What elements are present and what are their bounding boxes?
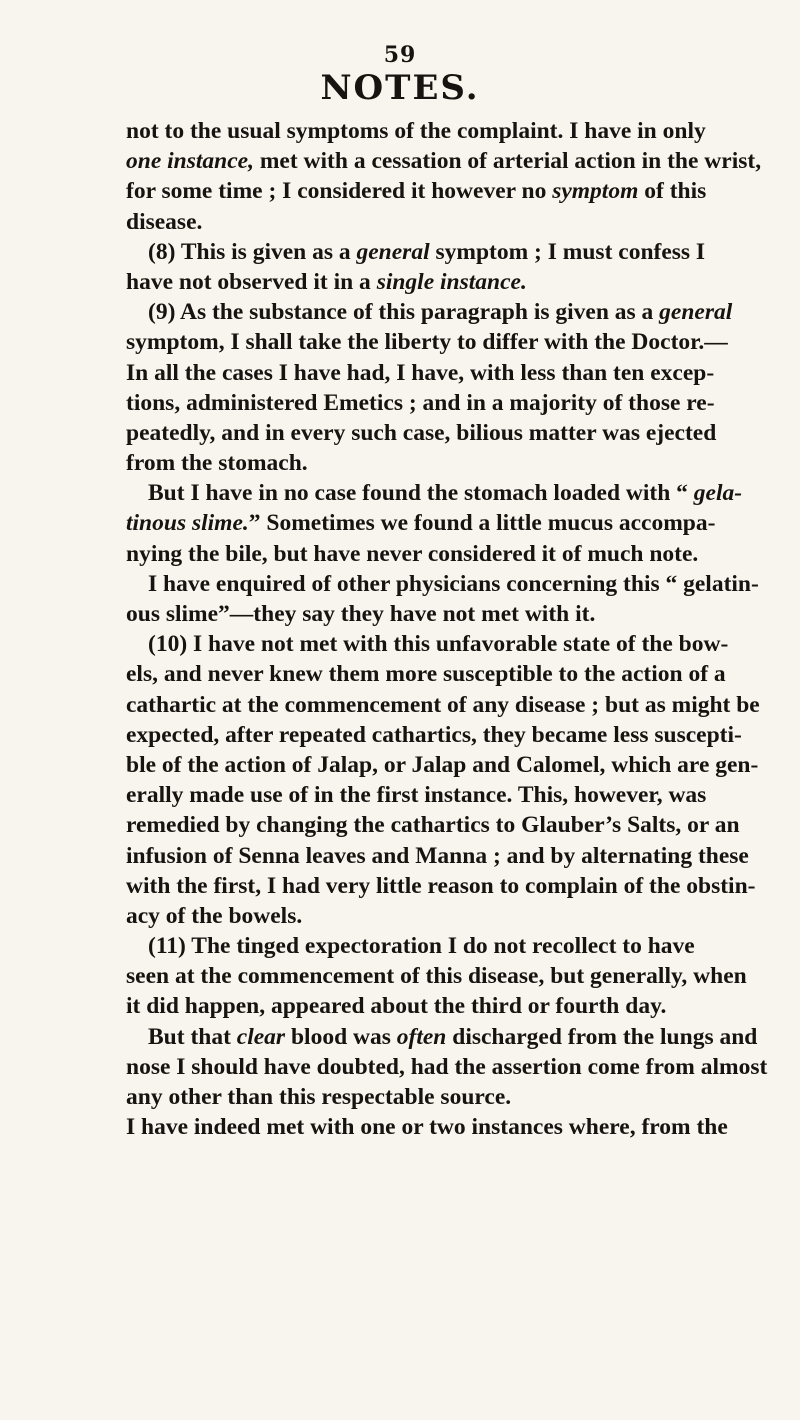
note-9-line: (9) As the substance of this paragraph is given as a general [148,299,733,326]
text-line: cathartic at the commencement of any disease ; but as might be [126,691,760,718]
text-line: with the first, I had very little reason to complain of the obstin- [126,872,756,899]
text-line: remedied by changing the cathartics to Glauber’s Salts, or an [126,812,740,839]
text-line: disease. [126,208,203,235]
text-line: I have enquired of other physicians concerning this “ gelatin- [148,570,759,597]
text-line: expected, after repeated cathartics, they became less suscepti- [126,721,742,748]
text-line: ous slime”—they say they have not met with it. [126,601,596,627]
text-line: it did happen, appeared about the third or fourth day. [126,993,667,1020]
text-line: infusion of Senna leaves and Manna ; and by alternating these [126,842,749,869]
note-8-line: (8) This is given as a general symptom ; I must confess I [148,238,706,265]
text-line: ble of the action of Jalap, or Jalap and Calomel, which are gen- [126,751,759,778]
note-11-line: (11) The tinged expectoration I do not recollect to have [148,933,695,960]
text-line: peatedly, and in every such case, bilious matter was ejected [126,419,717,446]
note-10-line: (10) I have not met with this unfavorable state of the bow- [148,631,729,658]
text-line: tinous slime.” Sometimes we found a little mucus accompa- [126,510,716,537]
text-line: nying the bile, but have never considered it of much note. [126,540,699,567]
text-line: tions, administered Emetics ; and in a majority of those re- [126,389,715,416]
running-head: NOTES. [320,68,480,108]
notes-body [126,116,768,1142]
text-line: But I have in no case found the stomach loaded with “ gela- [148,480,743,507]
text-line: from the stomach. [126,450,308,477]
text-line: one instance, met with a cessation of arterial action in the wrist, [126,148,762,175]
page-number: 59 [383,42,417,68]
text-line: nose I should have doubted, had the assertion come from almost [126,1053,768,1080]
text-line: els, and never knew them more susceptible to the action of a [126,661,726,688]
text-line: have not observed it in a single instance. [126,268,527,295]
text-line: I have indeed met with one or two instances where, from the [126,1114,728,1141]
text-line: any other than this respectable source. [126,1084,512,1110]
text-line: In all the cases I have had, I have, with less than ten excep- [126,359,715,386]
text-line: for some time ; I considered it however no symptom of this [126,178,707,205]
text-line: not to the usual symptoms of the complaint. I have in only [126,118,706,144]
text-line: symptom, I shall take the liberty to differ with the Doctor.— [126,329,728,356]
text-line: erally made use of in the first instance. This, however, was [126,782,707,809]
text-line: acy of the bowels. [126,902,303,929]
text-line: But that clear blood was often discharged from the lungs and [148,1023,758,1050]
text-line: seen at the commencement of this disease, but generally, when [126,963,747,990]
